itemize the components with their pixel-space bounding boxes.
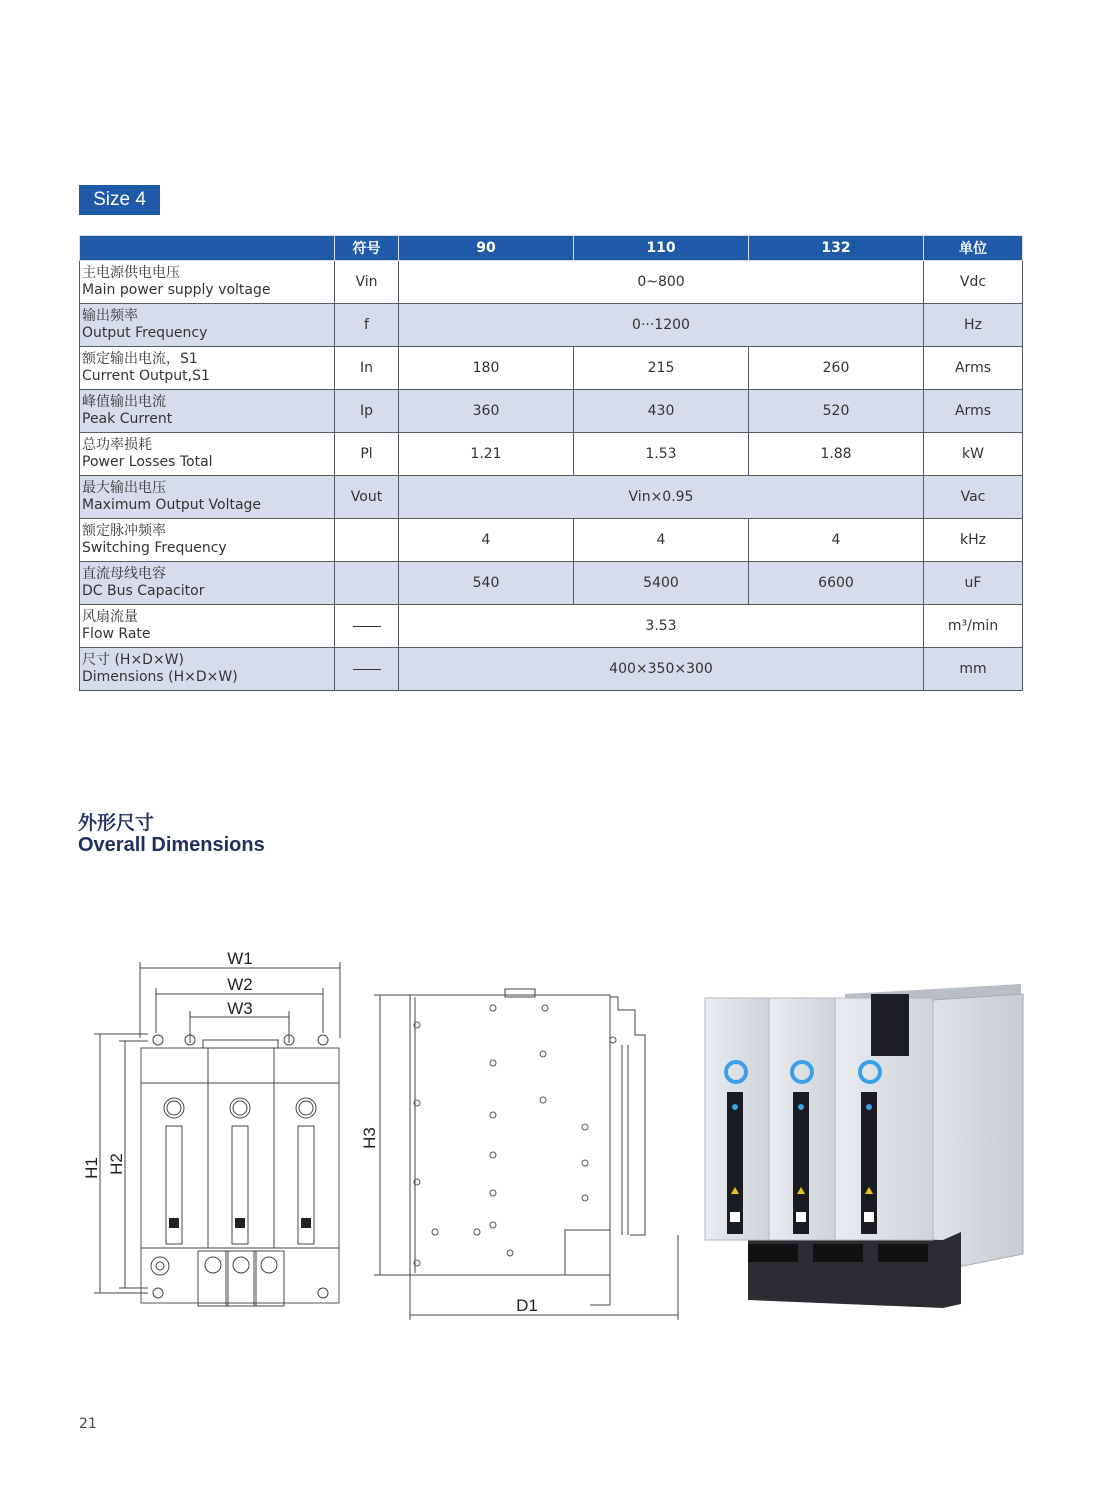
param-en: Power Losses Total (82, 454, 213, 470)
param-cn: 尺寸 (H×D×W) (82, 652, 184, 668)
unit-cell: Vdc (924, 261, 1023, 304)
param-en: Dimensions (H×D×W) (82, 669, 238, 685)
value-110-cell: 5400 (574, 562, 749, 605)
header-symbol: 符号 (335, 236, 399, 261)
product-image (703, 982, 1028, 1310)
header-model-132: 132 (749, 236, 924, 261)
dash-symbol (353, 626, 381, 627)
table-row (80, 519, 1023, 562)
param-en: Peak Current (82, 411, 173, 427)
value-cell: Vin×0.95 (399, 476, 924, 519)
param-cell (80, 433, 335, 476)
value-110-cell: 430 (574, 390, 749, 433)
value-110-cell: 215 (574, 347, 749, 390)
param-cell (80, 476, 335, 519)
dim-h2: H2 (107, 1153, 126, 1175)
section-title-en: Overall Dimensions (78, 834, 265, 856)
param-cn: 直流母线电容 (82, 566, 166, 582)
table-row (80, 476, 1023, 519)
table-row (80, 605, 1023, 648)
symbol-cell (335, 519, 399, 562)
dim-w1: W1 (227, 949, 253, 968)
dim-w2: W2 (227, 975, 253, 994)
value-90-cell: 4 (399, 519, 574, 562)
param-cn: 额定输出电流，S1 (82, 351, 198, 367)
table-row (80, 347, 1023, 390)
table-row (80, 648, 1023, 691)
param-cell (80, 648, 335, 691)
unit-cell: Arms (924, 390, 1023, 433)
symbol-cell: Pl (335, 433, 399, 476)
param-en: Current Output,S1 (82, 368, 210, 384)
unit-cell: kW (924, 433, 1023, 476)
header-model-90: 90 (399, 236, 574, 261)
value-cell: 0~800 (399, 261, 924, 304)
table-row (80, 261, 1023, 304)
symbol-cell: In (335, 347, 399, 390)
param-en: Main power supply voltage (82, 282, 271, 298)
side-view-drawing (360, 975, 690, 1320)
table-row (80, 433, 1023, 476)
symbol-cell: Vin (335, 261, 399, 304)
param-cell (80, 390, 335, 433)
param-cell (80, 261, 335, 304)
unit-cell: m³/min (924, 605, 1023, 648)
param-en: Maximum Output Voltage (82, 497, 262, 513)
table-row (80, 562, 1023, 605)
param-cn: 总功率损耗 (82, 437, 152, 453)
param-cell (80, 562, 335, 605)
value-90-cell: 1.21 (399, 433, 574, 476)
dim-d1: D1 (516, 1296, 538, 1315)
front-view-drawing (78, 948, 358, 1318)
table-row (80, 304, 1023, 347)
param-cell (80, 304, 335, 347)
dash-symbol (353, 669, 381, 670)
value-132-cell: 260 (749, 347, 924, 390)
param-en: Switching Frequency (82, 540, 227, 556)
value-90-cell: 180 (399, 347, 574, 390)
page-number: 21 (79, 1416, 97, 1432)
param-en: DC Bus Capacitor (82, 583, 205, 599)
symbol-cell: Vout (335, 476, 399, 519)
symbol-cell (335, 562, 399, 605)
value-90-cell: 540 (399, 562, 574, 605)
param-cn: 峰值输出电流 (82, 394, 166, 410)
unit-cell: uF (924, 562, 1023, 605)
param-en: Flow Rate (82, 626, 151, 642)
param-cn: 主电源供电电压 (82, 265, 180, 281)
table-header-row (80, 236, 1023, 261)
value-cell: 3.53 (399, 605, 924, 648)
unit-cell: Vac (924, 476, 1023, 519)
param-cell (80, 519, 335, 562)
value-cell: 0···1200 (399, 304, 924, 347)
param-cn: 额定脉冲频率 (82, 523, 166, 539)
value-90-cell: 360 (399, 390, 574, 433)
unit-cell: Hz (924, 304, 1023, 347)
value-132-cell: 4 (749, 519, 924, 562)
size-label: Size 4 (79, 185, 160, 215)
param-cn: 最大输出电压 (82, 480, 166, 496)
value-110-cell: 1.53 (574, 433, 749, 476)
value-110-cell: 4 (574, 519, 749, 562)
section-title-cn: 外形尺寸 (78, 812, 155, 834)
dim-h3: H3 (360, 1127, 379, 1149)
value-132-cell: 1.88 (749, 433, 924, 476)
dim-h1: H1 (82, 1157, 101, 1179)
table-row (80, 390, 1023, 433)
param-cn: 风扇流量 (82, 609, 138, 625)
param-cn: 输出频率 (82, 308, 138, 324)
param-en: Output Frequency (82, 325, 208, 341)
dim-w3: W3 (227, 999, 253, 1018)
unit-cell: mm (924, 648, 1023, 691)
param-cell (80, 347, 335, 390)
param-cell (80, 605, 335, 648)
unit-cell: Arms (924, 347, 1023, 390)
symbol-cell: f (335, 304, 399, 347)
symbol-cell: Ip (335, 390, 399, 433)
header-param (80, 236, 335, 261)
symbol-cell (335, 648, 399, 691)
header-model-110: 110 (574, 236, 749, 261)
value-132-cell: 6600 (749, 562, 924, 605)
header-unit: 单位 (924, 236, 1023, 261)
symbol-cell (335, 605, 399, 648)
value-cell: 400×350×300 (399, 648, 924, 691)
value-132-cell: 520 (749, 390, 924, 433)
unit-cell: kHz (924, 519, 1023, 562)
spec-table (79, 235, 1023, 691)
